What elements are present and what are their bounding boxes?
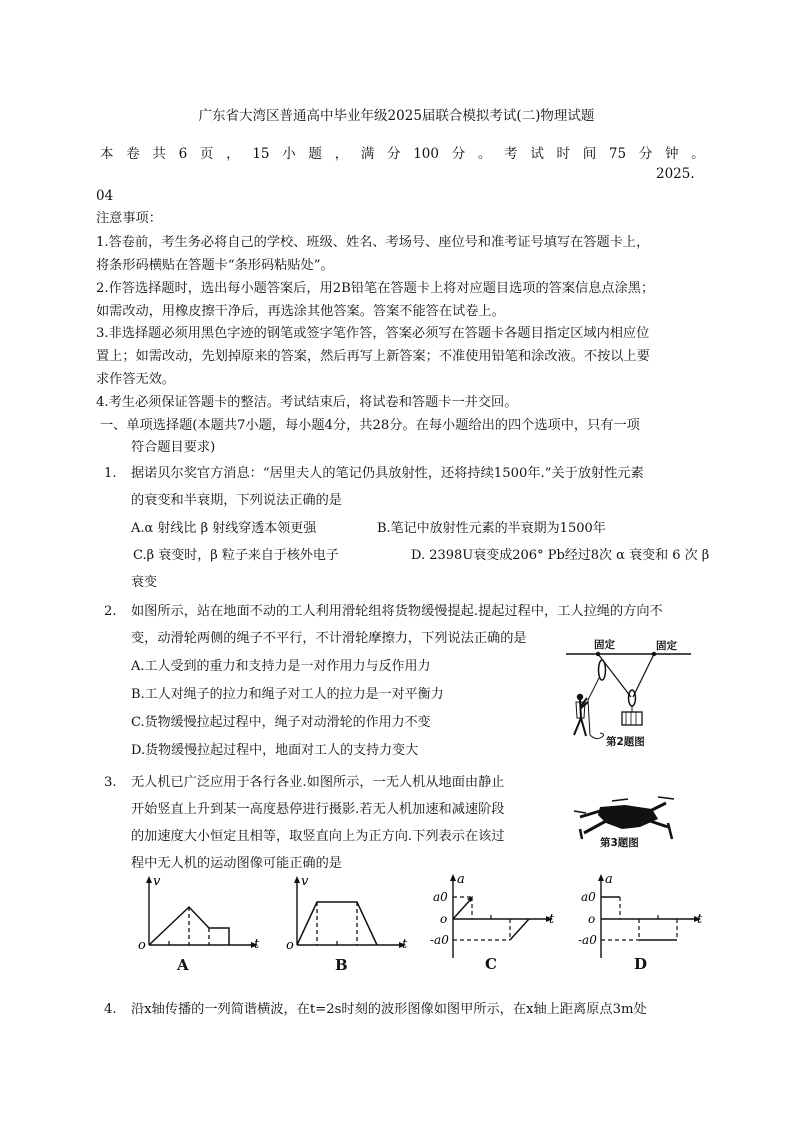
- y-axis-label: a: [605, 873, 613, 887]
- origin-label: o: [588, 912, 596, 926]
- meta-token: 试: [530, 146, 544, 162]
- movable-pulley: [629, 690, 636, 706]
- question-stem: 的衰变和半衰期，下列说法正确的是: [131, 493, 342, 508]
- notice-line: 置上；如需改动，先划掉原来的答案，然后再写上新答案；不准使用铅笔和涂改液。不按以上要: [96, 349, 650, 364]
- y-axis-arrow: [294, 876, 300, 883]
- graph-label: A: [177, 956, 189, 974]
- meta-token: 分: [638, 146, 653, 162]
- exam-title: 广东省大湾区普通高中毕业年级2025届联合模拟考试(二)物理试题: [198, 108, 595, 124]
- drone-image: [570, 793, 685, 841]
- rope-left: [598, 654, 631, 697]
- option-b: B.笔记中放射性元素的半衰期为1500年: [377, 521, 606, 536]
- y-axis-arrow: [450, 874, 456, 881]
- y-axis-arrow: [146, 876, 152, 883]
- neg-a0-label: -a0: [578, 933, 597, 947]
- section-heading: 一、单项选择题(本题共7小题，每小题4分，共28分。在每小题给出的四个选项中，只有一项: [100, 418, 640, 433]
- meta-token: 考: [504, 146, 518, 162]
- meta-token: 分: [387, 146, 401, 162]
- option-c: C.β 衰变时，β 粒子来自于核外电子: [133, 548, 339, 563]
- origin-label: o: [138, 938, 146, 950]
- notice-line: 将条形码横贴在答题卡“条形码粘贴处”。: [96, 258, 334, 273]
- meta-token: 。: [477, 146, 492, 162]
- question-stem: 如图所示，站在地面不动的工人利用滑轮组将货物缓慢提起.提起过程中，工人拉绳的方向不: [131, 604, 663, 619]
- rope-right: [633, 654, 654, 697]
- meta-token: 75: [608, 146, 627, 162]
- question-number: 2.: [104, 604, 117, 619]
- notice-line: 如需改动，用橡皮擦干净后，再选涂其他答案。答案不能答在试卷上。: [96, 304, 505, 319]
- graph-a-line: [149, 907, 229, 945]
- meta-token: 15: [252, 146, 270, 162]
- graph-label: B: [335, 956, 348, 974]
- origin-label: o: [440, 912, 448, 926]
- pulley-diagram: [556, 640, 696, 750]
- question-number: 4.: [104, 1002, 117, 1017]
- graph-c-fall: [510, 919, 529, 940]
- graph-b: [283, 875, 413, 975]
- worker-head: [577, 694, 583, 700]
- origin-label: o: [286, 938, 294, 950]
- x-axis-label: t: [697, 912, 703, 927]
- pulley-figure: [556, 640, 696, 750]
- notice-line: 3.非选择题必须用黑色字迹的钢笔或签字笔作答，答案必须写在答题卡各题目指定区域内相应位: [96, 326, 650, 341]
- question-stem: 据诺贝尔奖官方消息：“居里夫人的笔记仍具放射性，还将持续1500年.”关于放射性元素: [131, 466, 644, 481]
- y-axis-label: v: [153, 875, 161, 889]
- option-d-cont: 衰变: [131, 575, 158, 590]
- meta-token: 页: [199, 146, 214, 162]
- notice-line: 求作答无效。: [96, 372, 176, 387]
- question-stem: 变，动滑轮两侧的绳子不平行，不计滑轮摩擦力，下列说法正确的是: [131, 631, 527, 646]
- x-axis-label: t: [402, 937, 408, 950]
- meta-token: 6: [178, 146, 188, 162]
- question-stem: 程中无人机的运动图像可能正确的是: [131, 856, 342, 871]
- option-d: D.货物缓慢拉起过程中，地面对工人的支持力变大: [131, 743, 419, 758]
- option-a: A.工人受到的重力和支持力是一对作用力与反作用力: [131, 659, 431, 674]
- meta-token: 小: [282, 146, 296, 162]
- notice-line: 4.考生必须保证答题卡的整洁。考试结束后，将试卷和答题卡一并交回。: [96, 395, 518, 410]
- question-stem: 沿x轴传播的一列简谐横波，在t=2s时刻的波形图像如图甲所示，在x轴上距离原点3m处: [131, 1002, 647, 1017]
- x-axis-label: t: [254, 937, 260, 950]
- question-stem: 开始竖直上升到某一高度悬停进行摄影.若无人机加速和减速阶段: [131, 802, 505, 817]
- meta-token: 时: [556, 146, 571, 162]
- meta-token: 满: [360, 146, 375, 162]
- meta-token: 钟: [665, 146, 679, 162]
- neg-a0-label: -a0: [430, 933, 449, 947]
- y-axis-arrow: [598, 874, 604, 881]
- question-number: 3.: [104, 775, 117, 790]
- figure-caption: 第3题图: [600, 837, 639, 849]
- graph-b-line: [297, 902, 377, 945]
- meta-token: 。: [691, 146, 705, 162]
- meta-token: 共: [152, 146, 166, 162]
- x-axis-label: t: [549, 912, 555, 927]
- graph-c: [430, 873, 560, 973]
- fixed-label-left: 固定: [594, 639, 615, 651]
- question-number: 1.: [104, 466, 117, 481]
- meta-token: 100: [413, 146, 439, 162]
- option-d: D. 2398U衰变成206° Pb经过8次 α 衰变和 6 次 β: [411, 548, 710, 563]
- exam-date-part2: 04: [96, 188, 114, 204]
- graph-d: [578, 873, 708, 973]
- y-axis-label: v: [301, 875, 309, 889]
- meta-token: 题: [308, 146, 322, 162]
- y-axis-label: a: [457, 873, 465, 887]
- option-b: B.工人对绳子的拉力和绳子对工人的拉力是一对平衡力: [131, 687, 444, 702]
- meta-token: ，: [226, 146, 240, 162]
- section-heading-cont: 符合题目要求): [131, 440, 216, 455]
- drone-figure: [570, 793, 685, 853]
- exam-meta-line: [100, 148, 705, 162]
- meta-token: 分: [451, 146, 466, 162]
- meta-token: 本: [100, 146, 114, 162]
- pos-a0-label: a0: [433, 890, 448, 904]
- graph-a: [135, 875, 265, 975]
- notice-heading: 注意事项：: [96, 211, 162, 226]
- graph-c-rise: [453, 899, 471, 919]
- pos-a0-label: a0: [581, 890, 596, 904]
- option-a: A.α 射线比 β 射线穿透本领更强: [131, 521, 317, 536]
- meta-token: 卷: [126, 146, 140, 162]
- notice-line: 1.答卷前，考生务必将自己的学校、班级、姓名、考场号、座位号和准考证号填写在答题卡上，: [96, 235, 650, 250]
- notice-line: 2.作答选择题时，选出每小题答案后，用2B铅笔在答题卡上将对应题目选项的答案信息点涂黑；: [96, 281, 655, 296]
- cargo-box: [622, 712, 642, 725]
- option-c: C.货物缓慢拉起过程中，绳子对动滑轮的作用力不变: [131, 715, 431, 730]
- pull-rope: [588, 678, 599, 700]
- figure-caption: 第2题图: [606, 736, 645, 748]
- exam-date-part1: 2025.: [656, 166, 695, 182]
- question-stem: 的加速度大小恒定且相等，取竖直向上为正方向.下列表示在该过: [131, 829, 505, 844]
- graph-label: C: [485, 955, 497, 973]
- graph-label: D: [634, 955, 648, 973]
- question-stem: 无人机已广泛应用于各行各业.如图所示，一无人机从地面由静止: [131, 775, 505, 790]
- fixed-label-right: 固定: [656, 640, 677, 652]
- meta-token: ，: [334, 146, 349, 162]
- meta-token: 间: [582, 146, 597, 162]
